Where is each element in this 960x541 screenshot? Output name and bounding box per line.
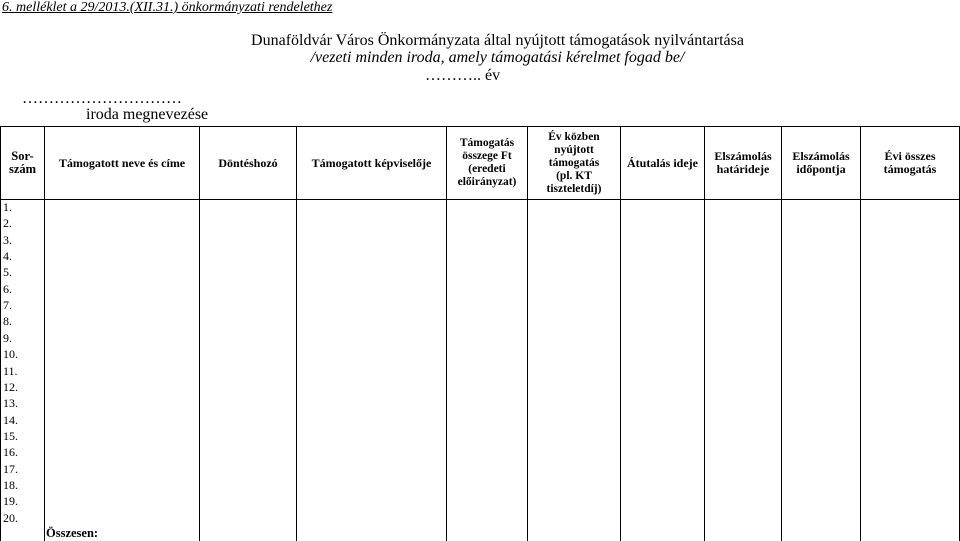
- row-number: 1.: [3, 200, 12, 214]
- col-header-transfer-time: Átutalás ideje: [627, 155, 698, 170]
- row-number: 2.: [3, 216, 12, 231]
- col-header-supported-name: Támogatott neve és címe: [58, 155, 186, 170]
- attachment-note: 6. melléklet a 29/2013.(XII.31.) önkormányzati rendelethez: [2, 0, 333, 15]
- year-line: ……….. év: [425, 67, 501, 84]
- row-number: 19.: [3, 494, 18, 509]
- row-number: 5.: [3, 265, 12, 280]
- col-header-support-amount: Támogatás összege Ft (eredeti előirányzat): [457, 137, 517, 188]
- col-header-representative: Támogatott képviselője: [311, 155, 432, 170]
- col-header-settlement-deadline: Elszámolás határideje: [714, 149, 772, 176]
- row-number: 14.: [3, 412, 18, 427]
- office-name-label: iroda megnevezése: [86, 106, 209, 123]
- row-number: 4.: [3, 249, 12, 264]
- col-header-annual-total: Évi összes támogatás: [883, 149, 937, 176]
- office-name-dots: …………………………: [22, 90, 182, 107]
- document-title: Dunaföldvár Város Önkormányzata által nyújtott támogatások nyilvántartása: [251, 32, 744, 49]
- row-number: 15.: [3, 428, 18, 443]
- row-number: 16.: [3, 445, 18, 460]
- row-number: 18.: [3, 477, 18, 492]
- row-number: 13.: [3, 396, 18, 411]
- row-number: 12.: [3, 379, 18, 394]
- col-header-sorszam: Sor- szám: [8, 149, 37, 176]
- row-number: 10.: [3, 347, 18, 362]
- row-number: 17.: [3, 461, 18, 476]
- col-header-decision-maker: Döntéshozó: [218, 155, 278, 170]
- row-number: 9.: [3, 330, 12, 345]
- col-header-in-year-support: Év közben nyújtott támogatás (pl. KT tiszteletdíj): [546, 130, 602, 195]
- row-number: 11.: [3, 363, 18, 378]
- document-subtitle: /vezeti minden iroda, amely támogatási kérelmet fogad be/: [310, 49, 685, 66]
- row-number: 7.: [3, 298, 12, 313]
- total-label: Összesen:: [46, 526, 99, 540]
- row-number: 20.: [3, 510, 18, 525]
- col-header-settlement-date: Elszámolás időpontja: [792, 149, 850, 176]
- row-number: 6.: [3, 281, 12, 296]
- row-number: 3.: [3, 232, 12, 247]
- row-number: 8.: [3, 314, 12, 329]
